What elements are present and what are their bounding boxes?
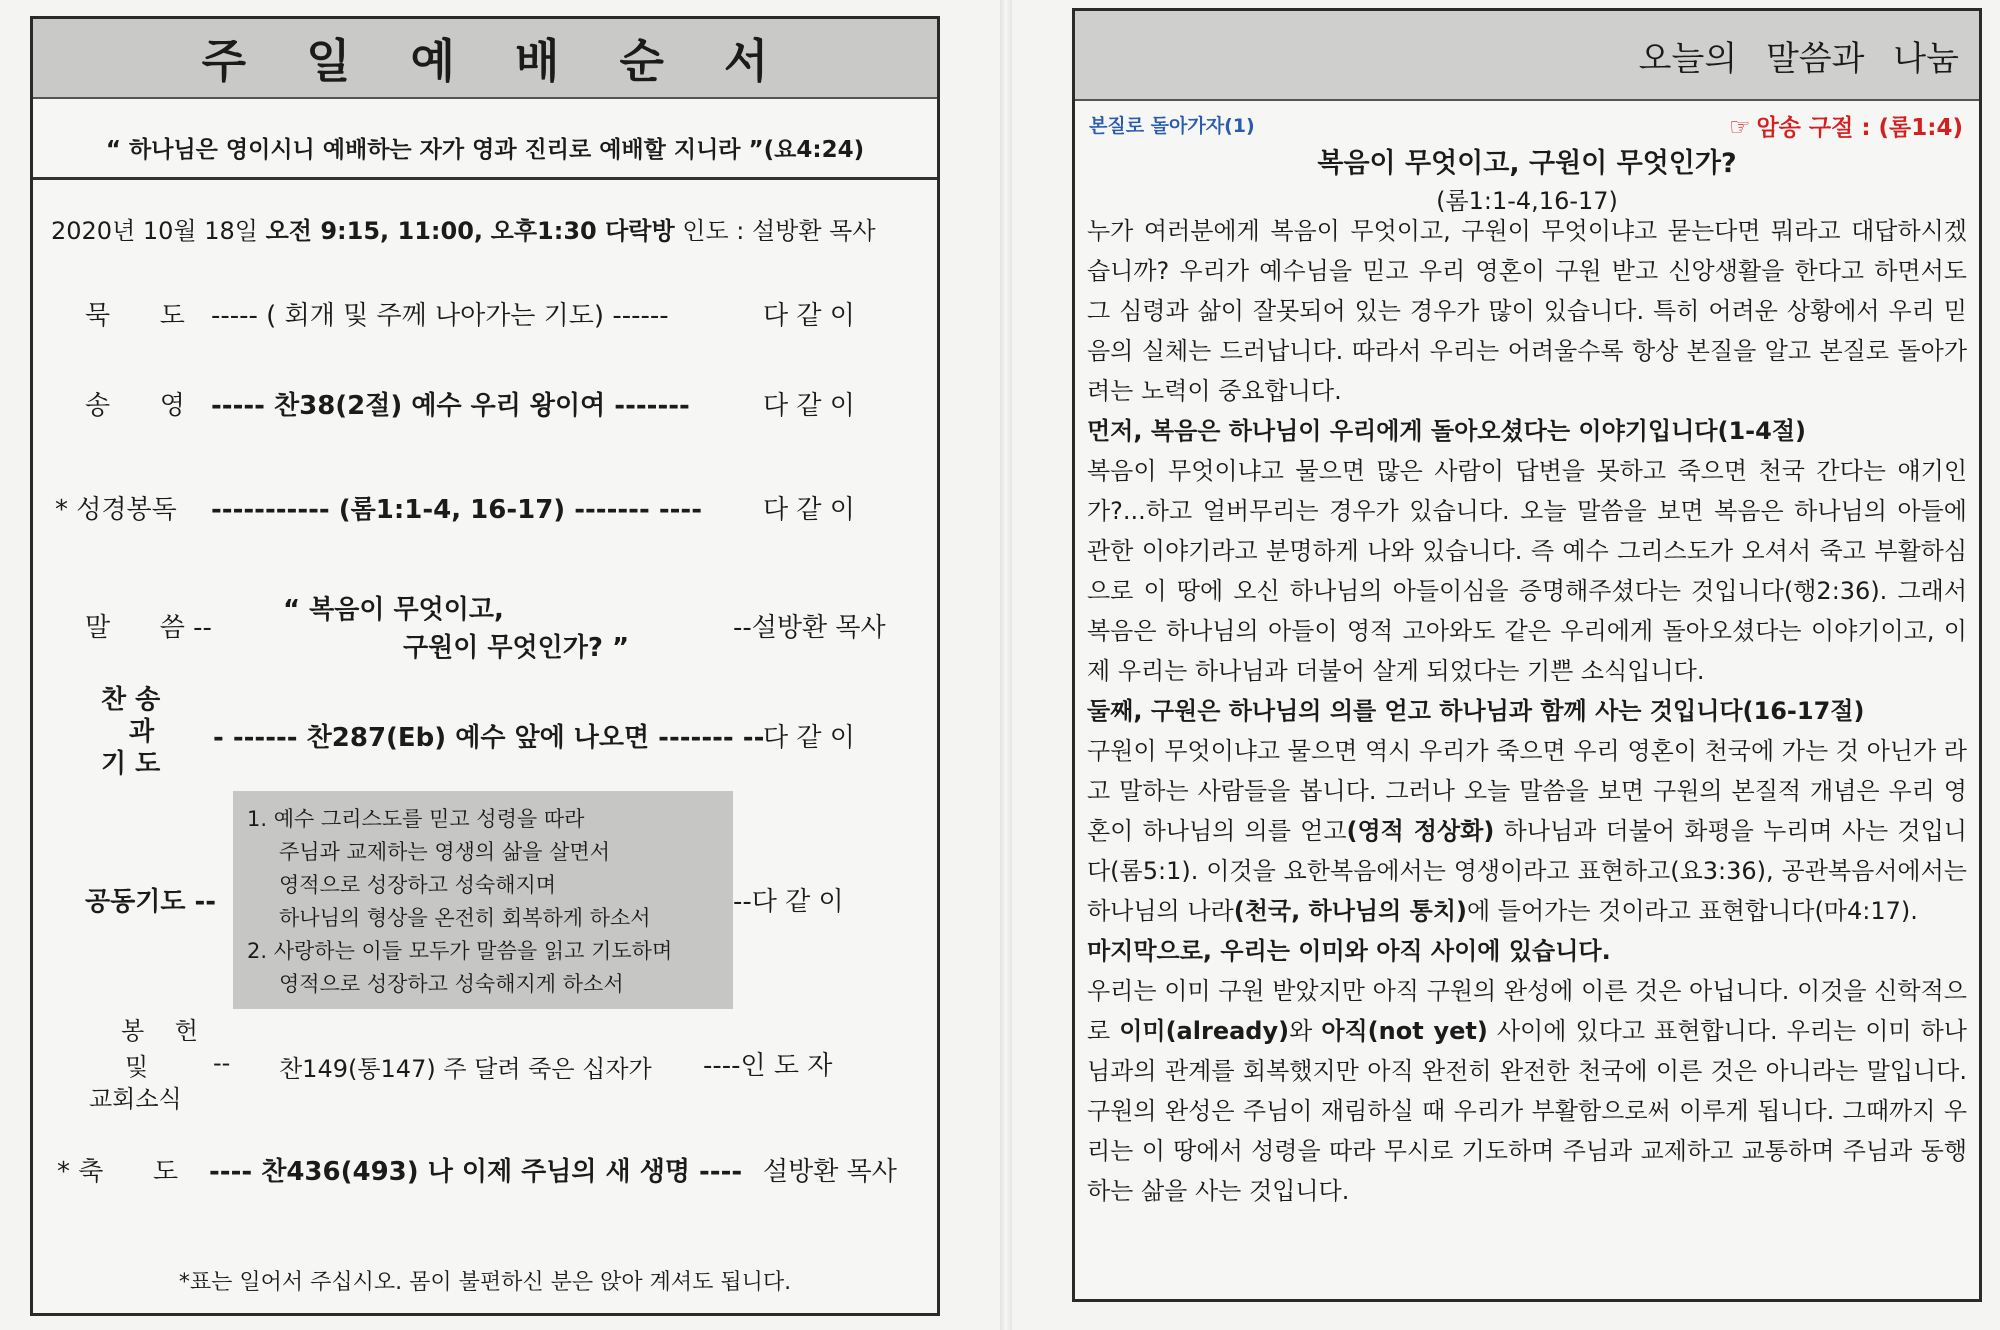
order-label: 찬 송: [101, 685, 161, 715]
text-run-bold: 이미(already): [1119, 1017, 1290, 1045]
prayer-line: 2. 사랑하는 이들 모두가 말씀을 읽고 기도하며: [247, 939, 673, 963]
text-run-bold: (영적 정상화): [1346, 817, 1495, 845]
text-run-bold: (천국, 하나님의 통치): [1233, 897, 1467, 925]
intro-paragraph: 누가 여러분에게 복음이 무엇이고, 구원이 무엇이냐고 묻는다면 뭐라고 대답하시겠습니까? 우리가 예수님을 믿고 우리 영혼이 구원 받고 신앙생활을 한다고 하면서도 그 심령과 삶이 잘못되어 있는 경우가 많이 있습니다. 특히 어려운 상황에서 우리 믿음의 실체는 드러납니다. 따라서 우리는 어려울수록 항상 본질을 알고 본질로 돌아가려는 노력이 중요합니다.: [1087, 217, 1967, 405]
order-content: ---- 찬436(493) 나 이제 주님의 새 생명 ----: [209, 1157, 743, 1187]
order-content: ----- ( 회개 및 주께 나아가는 기도) ------: [211, 301, 669, 331]
order-label: 및: [125, 1053, 149, 1081]
sermon-header-bar: [1075, 11, 1979, 101]
order-by: 설방환 목사: [763, 1157, 897, 1187]
order-content: ----------- (롬1:1-4, 16-17) ------- ----: [211, 495, 702, 525]
page-fold: [1000, 0, 1012, 1330]
series-label: 본질로 돌아가자(1): [1089, 115, 1255, 137]
text-run: 우리는 이미 구원 받았지만 아직 구원의 완성에 이른 것은 아닙니다. 이것을 신학적으로: [1087, 977, 1967, 1045]
order-label: 말 씀 --: [85, 613, 212, 643]
order-by: --다 같 이: [733, 887, 844, 917]
order-dash: --: [213, 1049, 231, 1077]
order-by: 다 같 이: [763, 495, 855, 525]
order-content: 찬149(통147) 주 달려 죽은 십자가: [279, 1055, 652, 1083]
prayer-line: 영적으로 성장하고 성숙해지며: [279, 873, 557, 897]
order-label: 송 영: [85, 391, 185, 421]
service-date-line: [51, 211, 876, 246]
point-2-body: [1087, 731, 1967, 931]
prayer-line: 하나님의 형상을 온전히 회복하게 하소서: [279, 906, 651, 930]
memory-verse-text: 암송 구절 : (롬1:4): [1756, 115, 1963, 141]
sermon-body: [1087, 211, 1967, 1211]
evening-service: 오후1:30 다락방: [490, 217, 675, 245]
sermon-reference: (롬1:1-4,16-17): [1436, 187, 1618, 215]
text-run: 에 들어가는 것이라고 표현합니다(마4:17).: [1466, 897, 1918, 925]
footnote: *표는 일어서 주십시오. 몸이 불편하신 분은 앉아 계셔도 됩니다.: [178, 1270, 792, 1295]
service-times: 오전 9:15, 11:00,: [265, 217, 484, 245]
order-content: - ------ 찬287(Eb) 예수 앞에 나오면 ------- --: [213, 723, 765, 753]
common-prayer-box: [233, 791, 733, 1009]
service-leader: 인도 : 설방환 목사: [682, 217, 876, 245]
divider: [33, 177, 937, 180]
prayer-line: 영적으로 성장하고 성숙해지게 하소서: [279, 972, 624, 996]
order-label: 공동기도 --: [85, 887, 217, 917]
prayer-line: 주님과 교제하는 영생의 삶을 살면서: [279, 840, 610, 864]
order-label: 봉 헌: [121, 1017, 198, 1045]
text-run: 사이에 있다고 표현합니다. 우리는 이미 하나님과의 관계를 회복했지만 아직 완전히 완전한 천국에 이른 것은 아니라는 말입니다. 구원의 완성은 주님이 재림하실 때 우리가 부활함으로써 이루게 됩니다. 그때까지 우리는 이 땅에서 성령을 따라 무시로 기도하며 주님과 교제하고 교통하며 주님과 동행하는 삶을 사는 것입니다.: [1087, 1017, 1967, 1205]
prayer-line: 1. 예수 그리스도를 믿고 성령을 따라: [247, 807, 585, 831]
text-run: 와: [1289, 1017, 1322, 1045]
text-run: 하나님과 더불어 화평을 누리며 사는 것입니다(롬5:1). 이것을 요한복음에서는 영생이라고 표현하고(요3:36), 공관복음서에서는 하나님의 나라: [1087, 817, 1967, 925]
point-3-heading: 마지막으로, 우리는 이미와 아직 사이에 있습니다.: [1087, 937, 1611, 965]
order-label: 과: [129, 717, 155, 747]
point-1-heading: 먼저, 복음은 하나님이 우리에게 돌아오셨다는 이야기입니다(1-4절): [1087, 417, 1806, 445]
worship-order-panel: [30, 16, 940, 1316]
order-label: * 축 도: [57, 1157, 179, 1187]
sermon-title-line-2: 구원이 무엇인가? ”: [403, 633, 630, 663]
point-3-body: [1087, 971, 1967, 1211]
theme-verse: “ 하나님은 영이시니 예배하는 자가 영과 진리로 예배할 지니라 ”(요4:24): [105, 137, 865, 163]
pointing-hand-icon: ☞: [1728, 113, 1751, 141]
sermon-panel: [1072, 8, 1982, 1302]
order-by: ----인 도 자: [703, 1051, 833, 1081]
order-by: 다 같 이: [763, 391, 855, 421]
worship-order-title-bar: [33, 19, 937, 99]
order-label: * 성경봉독: [55, 495, 177, 525]
worship-order-title: 주 일 예 배 순 서: [201, 34, 791, 88]
order-by: 다 같 이: [763, 301, 855, 331]
order-content: ----- 찬38(2절) 예수 우리 왕이여 -------: [211, 391, 690, 421]
text-run: 구원이 무엇이냐고 물으면 역시 우리가 죽으면 우리 영혼이 천국에 가는 것 아닌가 라고 말하는 사람들을 봅니다. 그러나 오늘 말씀을 보면 구원의 본질적 개념은 우리 영혼이 하나님의 의를 얻고: [1087, 737, 1967, 845]
sermon-header: 오늘의 말씀과 나눔: [1638, 39, 1959, 79]
point-2-heading: 둘째, 구원은 하나님의 의를 얻고 하나님과 함께 사는 것입니다(16-17절): [1087, 697, 1865, 725]
order-label: 교회소식: [89, 1085, 182, 1113]
service-date: 2020년 10월 18일: [51, 217, 258, 245]
order-label: 기 도: [101, 749, 161, 779]
point-1-body: 복음이 무엇이냐고 물으면 많은 사람이 답변을 못하고 죽으면 천국 간다는 얘기인가?...하고 얼버무리는 경우가 있습니다. 오늘 말씀을 보면 복음은 하나님의 아들에 관한 이야기라고 분명하게 나와 있습니다. 즉 예수 그리스도가 오셔서 죽고 부활하심으로 이 땅에 오신 하나님의 아들이심을 증명해주셨다는 것입니다(행2:36). 그래서 복음은 하나님의 아들이 영적 고아와도 같은 우리에게 돌아오셨다는 이야기이고, 이제 우리는 하나님과 더불어 살게 되었다는 기쁜 소식입니다.: [1087, 457, 1967, 685]
order-label: 묵 도: [85, 301, 185, 331]
memory-verse: [1729, 109, 1963, 142]
order-by: --설방환 목사: [733, 613, 886, 643]
order-by: 다 같 이: [763, 723, 855, 753]
sermon-title: 복음이 무엇이고, 구원이 무엇인가?: [1317, 148, 1737, 179]
sermon-title-line-1: “ 복음이 무엇이고,: [283, 595, 504, 625]
text-run-bold: 아직(not yet): [1321, 1017, 1488, 1045]
